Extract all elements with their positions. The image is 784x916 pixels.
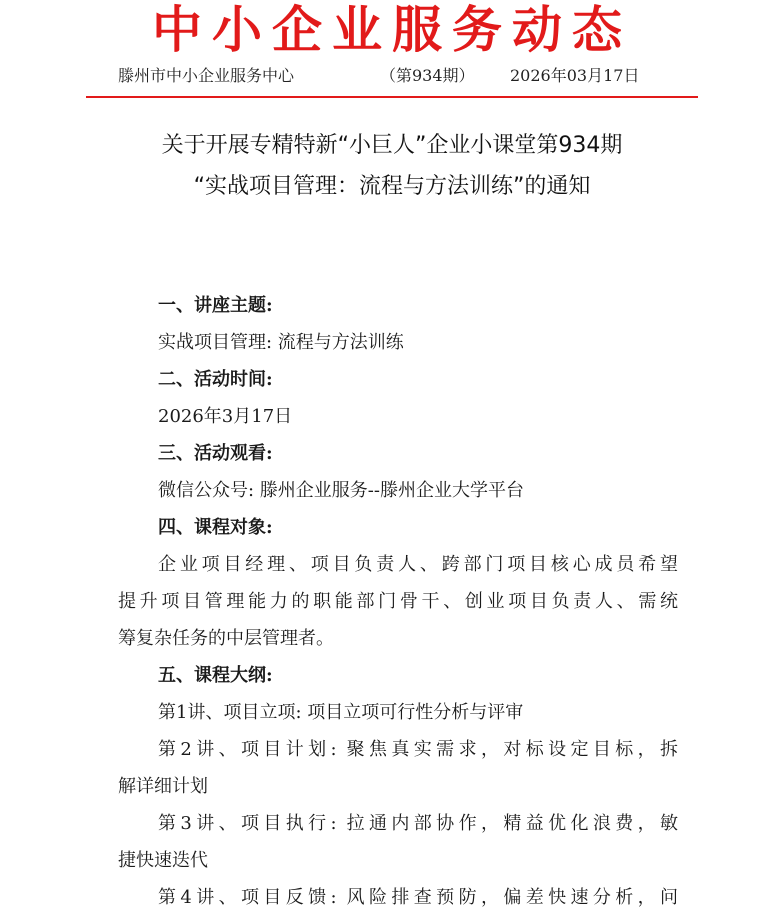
lecture-1: 第1讲、项目立项: 项目立项可行性分析与评审 bbox=[158, 702, 524, 723]
section-heading-time: 二、活动时间: bbox=[158, 369, 273, 390]
lecture-3-line-1: 第3讲、项目执行: 拉通内部协作，精益优化浪费，敏 bbox=[158, 813, 678, 834]
issue-date: 2026年03月17日 bbox=[510, 66, 640, 85]
audience-line-2: 提升项目管理能力的职能部门骨干、创业项目负责人、需统 bbox=[118, 591, 678, 612]
masthead-title: 中小企业服务动态 bbox=[152, 1, 632, 59]
section-heading-audience: 四、课程对象: bbox=[158, 517, 273, 538]
notice-body bbox=[118, 287, 678, 916]
issue-info-line bbox=[118, 64, 698, 88]
section-heading-topic: 一、讲座主题: bbox=[158, 295, 273, 316]
red-divider bbox=[86, 96, 698, 98]
time-text: 2026年3月17日 bbox=[158, 406, 293, 427]
lecture-2-line-1: 第2讲、项目计划: 聚焦真实需求，对标设定目标，拆 bbox=[158, 739, 678, 760]
lecture-2-line-2: 解详细计划 bbox=[118, 776, 208, 797]
audience-line-3: 筹复杂任务的中层管理者。 bbox=[118, 628, 334, 649]
lecture-4-line-1: 第4讲、项目反馈: 风险排查预防，偏差快速分析，问 bbox=[158, 887, 678, 908]
issue-number: （第934期） bbox=[380, 66, 475, 85]
topic-text: 实战项目管理: 流程与方法训练 bbox=[158, 332, 404, 353]
notice-title-line-1: 关于开展专精特新“小巨人”企业小课堂第934期 bbox=[161, 133, 623, 158]
organization-name: 滕州市中小企业服务中心 bbox=[118, 66, 295, 85]
section-heading-watch: 三、活动观看: bbox=[158, 443, 273, 464]
lecture-3-line-2: 捷快速迭代 bbox=[118, 850, 208, 871]
notice-title-line-2: “实战项目管理：流程与方法训练”的通知 bbox=[193, 174, 591, 199]
watch-text: 微信公众号: 滕州企业服务--滕州企业大学平台 bbox=[158, 480, 524, 501]
section-heading-outline: 五、课程大纲: bbox=[158, 665, 273, 686]
audience-line-1: 企业项目经理、项目负责人、跨部门项目核心成员希望 bbox=[158, 554, 678, 575]
